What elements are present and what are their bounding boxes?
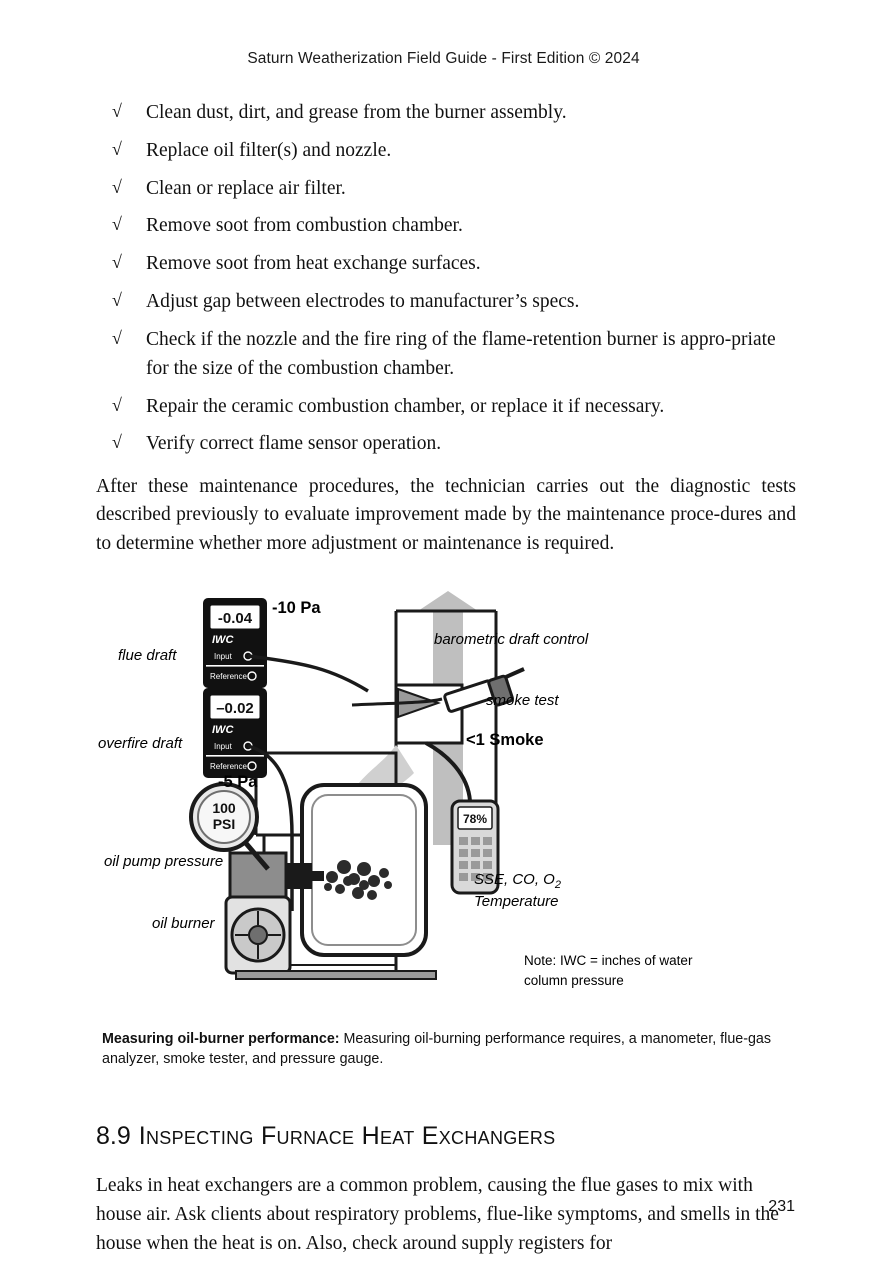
check-icon: √ [112,138,122,159]
list-item [96,287,796,316]
list-item [96,136,796,165]
figure-caption [96,1029,792,1070]
list-item-label: Clean dust, dirt, and grease from the burner assembly. [146,102,567,123]
svg-text:78%: 78% [462,812,488,827]
list-item-label: Verify correct flame sensor operation. [146,433,442,455]
section-heading [96,1122,796,1151]
svg-text:Reference: Reference [210,762,247,772]
list-item-label: Clean or replace air filter. [146,177,346,199]
label-analyzer-subscript: 2 [554,879,561,892]
list-item [96,325,796,384]
svg-text:Input: Input [214,742,232,752]
gauge-value-text: 100 [212,800,236,817]
figure-note-line2: column pressure [524,973,624,989]
readout-flue-pa: -10 Pa [272,599,321,618]
page-content [96,98,796,1278]
running-head: Saturn Weatherization Field Guide - First Edition © 2024 [247,50,640,67]
label-analyzer [474,871,561,891]
list-item [96,174,796,203]
label-flue-draft: flue draft [118,647,177,665]
page-number: 231 [768,1198,795,1215]
check-icon: √ [112,432,122,453]
oil-burner-figure [96,585,796,1015]
check-icon: √ [112,101,122,121]
label-overfire-draft: overfire draft [98,735,183,753]
list-item [96,98,796,127]
list-item [96,392,796,421]
list-item [96,249,796,278]
figure-caption-lead: Measuring oil-burner performance: [102,1031,340,1048]
maintenance-checklist [96,98,796,459]
label-analyzer-text: SSE, CO, O [474,871,555,889]
figure-caption-text: Measuring oil-burning performance requires, a manometer, flue-gas analyzer, smoke tester, and pressure gauge. [102,1031,772,1068]
svg-text:IWC: IWC [212,634,234,647]
list-item-label: Adjust gap between electrodes to manufacturer’s specs. [146,290,580,312]
section-number: 8.9 [96,1121,131,1150]
label-smoke-test: smoke test [486,692,559,710]
check-icon: √ [112,327,122,348]
list-item-label: Remove soot from combustion chamber. [146,215,463,237]
readout-overfire-pa: -5 Pa [218,773,258,792]
list-item [96,211,796,240]
list-item-label: Repair the ceramic combustion chamber, or replace it if necessary. [146,395,665,417]
check-icon: √ [112,394,122,415]
page-title: Inspecting Furnace Heat Exchangers [138,1121,556,1150]
list-item [96,429,796,458]
paragraph-after-maintenance: After these maintenance procedures, the technician carries out the diagnostic tests described previously to evaluate improvement made by the maintenance proce-dures and to determine whether more adjustment or maintenance is required. [96,475,796,555]
label-analyzer-temperature: Temperature [474,893,559,911]
svg-text:IWC: IWC [212,724,234,737]
check-icon: √ [112,176,122,197]
check-icon: √ [112,214,122,235]
section-body-paragraph: Leaks in heat exchangers are a common problem, causing the flue gases to mix with house air. Ask clients about respiratory problems, flue-like symptoms, and smells in the house when the heat is on. Also, check around supply registers for [96,1174,779,1255]
list-item-label: Remove soot from heat exchange surfaces. [146,253,481,274]
svg-text:–0.02: –0.02 [216,700,254,718]
label-barometric-draft-control: barometric draft control [434,631,589,649]
svg-text:-0.04: -0.04 [217,610,253,628]
furnace-base [236,971,436,979]
check-icon: √ [112,289,122,310]
readout-smoke-result: <1 Smoke [466,731,544,750]
label-oil-pump-pressure: oil pump pressure [104,853,224,871]
check-icon: √ [112,252,122,272]
svg-text:Reference: Reference [210,672,247,682]
svg-text:Input: Input [214,652,232,662]
list-item-label: Replace oil filter(s) and nozzle. [146,139,392,161]
gauge-units-text: PSI [212,816,236,833]
figure-note-line1: Note: IWC = inches of water [524,953,693,969]
label-oil-burner: oil burner [152,915,215,933]
list-item-label: Check if the nozzle and the fire ring of the flame-retention burner is appro-priate for the size of the combustion chamber. [146,328,776,379]
